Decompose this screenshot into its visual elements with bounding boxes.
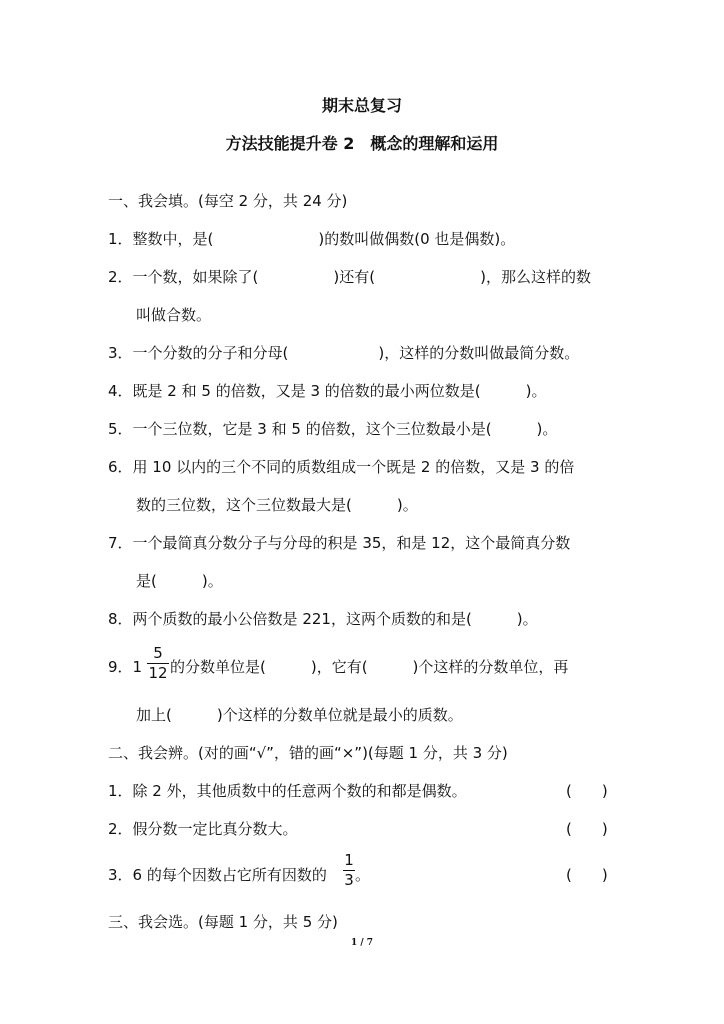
question-1-9: 的分数单位是( )，它有( )个这样的分数单位，再 [170,658,569,676]
question-1-6: 6．用 10 以内的三个不同的质数组成一个既是 2 的倍数，又是 3 的倍 [108,458,575,476]
fraction-denominator: 12 [148,664,168,682]
question-1-9-prefix: 9．1 [108,658,143,676]
question-2-3-end: 。 [355,866,371,884]
fraction-denominator: 3 [344,871,354,889]
question-1-8: 8．两个质数的最小公倍数是 221，这两个质数的和是( )。 [108,610,538,628]
section1-heading: 一、我会填。(每空 2 分，共 24 分) [108,192,348,210]
question-1-2-cont: 叫做合数。 [136,306,212,324]
fraction-numerator: 5 [153,644,163,662]
section3-heading: 三、我会选。(每题 1 分，共 5 分) [108,913,338,931]
question-1-1: 1．整数中，是( )的数叫做偶数(0 也是偶数)。 [108,230,516,248]
question-1-7: 7．一个最简真分数分子与分母的积是 35，和是 12，这个最简真分数 [108,534,571,552]
question-2-1: 1．除 2 外，其他质数中的任意两个数的和都是偶数。 [108,782,467,800]
answer-paren-2-1: ( ) [566,782,608,800]
question-2-2: 2．假分数一定比真分数大。 [108,820,298,838]
question-1-6-cont: 数的三位数，这个三位数最大是( )。 [136,496,418,514]
question-1-2: 2．一个数，如果除了( )还有( )，那么这样的数 [108,268,591,286]
question-1-3: 3．一个分数的分子和分母( )，这样的分数叫做最简分数。 [108,344,580,362]
answer-paren-2-3: ( ) [566,866,608,884]
question-2-3: 3．6 的每个因数占它所有因数的 [108,866,327,884]
page-number: 1 / 7 [350,938,374,948]
page-title: 期末总复习 [321,96,402,115]
page-subtitle: 方法技能提升卷 2 概念的理解和运用 [225,134,499,153]
question-1-5: 5．一个三位数，它是 3 和 5 的倍数，这个三位数最小是( )。 [108,420,558,438]
question-1-7-cont: 是( )。 [136,572,223,590]
section2-heading: 二、我会辨。(对的画“√”，错的画“×”)(每题 1 分，共 3 分) [108,744,508,762]
question-1-9-cont: 加上( )个这样的分数单位就是最小的质数。 [136,706,463,724]
fraction-5-12 [147,645,169,682]
fraction-1-3 [343,852,355,889]
answer-paren-2-2: ( ) [566,820,608,838]
question-1-4: 4．既是 2 和 5 的倍数，又是 3 的倍数的最小两位数是( )。 [108,382,547,400]
fraction-numerator: 1 [344,851,354,869]
